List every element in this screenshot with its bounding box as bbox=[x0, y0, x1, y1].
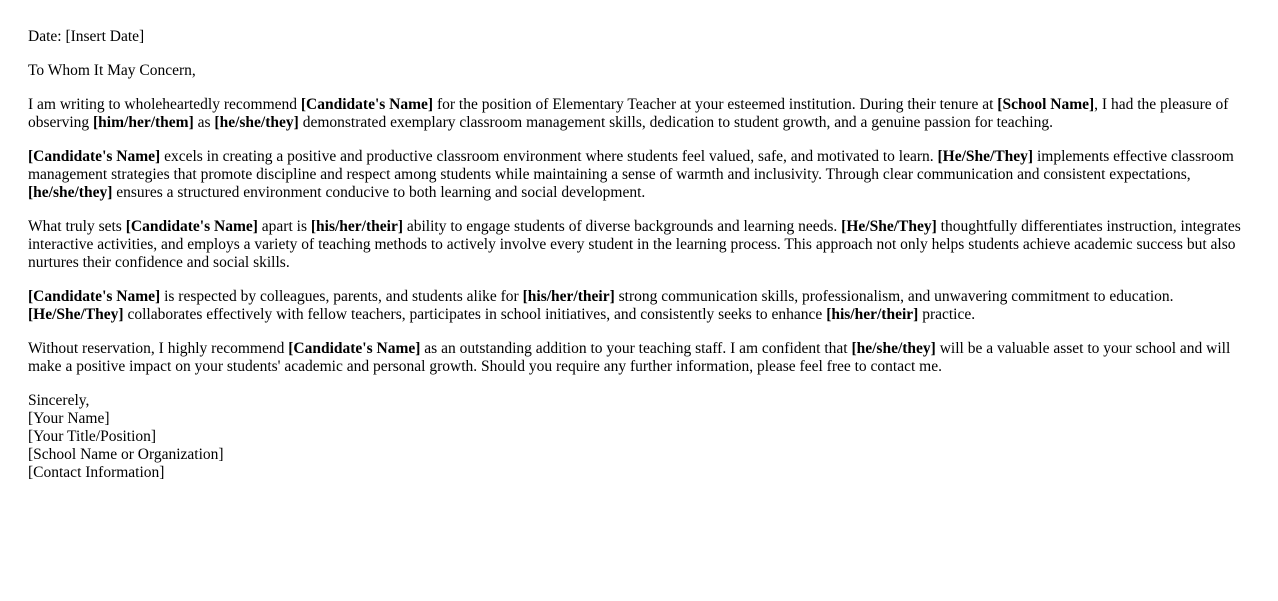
placeholder-field: [he/she/they] bbox=[851, 340, 936, 357]
body-text: excels in creating a positive and productive classroom environment where students feel valued, safe, and motivated to learn. bbox=[160, 148, 938, 165]
body-text: strong communication skills, professionalism, and unwavering commitment to education. bbox=[614, 288, 1174, 305]
body-paragraph-3 bbox=[28, 218, 1256, 272]
body-text: for the position of Elementary Teacher at your esteemed institution. During their tenure at bbox=[433, 96, 998, 113]
signer-title: [Your Title/Position] bbox=[28, 428, 157, 445]
body-text: ensures a structured environment conducive to both learning and social development. bbox=[112, 184, 646, 201]
placeholder-field: [He/She/They] bbox=[28, 306, 124, 323]
body-text: as an outstanding addition to your teaching staff. I am confident that bbox=[420, 340, 852, 357]
placeholder-field: [Candidate's Name] bbox=[300, 96, 434, 113]
placeholder-field: [School Name] bbox=[997, 96, 1095, 113]
body-text: practice. bbox=[918, 306, 976, 323]
body-paragraph-2 bbox=[28, 148, 1256, 202]
placeholder-field: [Candidate's Name] bbox=[125, 218, 258, 235]
signer-contact: [Contact Information] bbox=[28, 464, 165, 481]
body-text: collaborates effectively with fellow teachers, participates in school initiatives, and consistently seeks to enhance bbox=[123, 306, 827, 323]
date-line: Date: [Insert Date] bbox=[28, 28, 145, 45]
placeholder-field: [Candidate's Name] bbox=[28, 148, 161, 165]
body-paragraph-1 bbox=[28, 96, 1256, 132]
body-text: I am writing to wholeheartedly recommend bbox=[28, 96, 301, 113]
body-text: , I had the pleasure of observing bbox=[28, 96, 1229, 131]
placeholder-field: [his/her/their] bbox=[310, 218, 403, 235]
signature-block bbox=[28, 392, 1256, 482]
body-text: as bbox=[193, 114, 215, 131]
body-text: Without reservation, I highly recommend bbox=[28, 340, 289, 357]
body-text: ability to engage students of diverse backgrounds and learning needs. bbox=[402, 218, 842, 235]
body-text: demonstrated exemplary classroom management skills, dedication to student growth, and a genuine passion for teaching. bbox=[298, 114, 1053, 131]
valediction: Sincerely, bbox=[28, 392, 90, 409]
body-text: implements effective classroom management strategies that promote discipline and respect among students while maintaining a sense of warmth and inclusivity. Through clear communication and consistent expectations, bbox=[28, 148, 1234, 183]
placeholder-field: [Candidate's Name] bbox=[288, 340, 421, 357]
placeholder-field: [he/she/they] bbox=[28, 184, 113, 201]
body-text: will be a valuable asset to your school and will make a positive impact on your students' academic and personal growth. Should you require any further information, please feel free to contact me. bbox=[28, 340, 1231, 375]
placeholder-field: [his/her/their] bbox=[826, 306, 919, 323]
letter-body bbox=[28, 96, 1256, 376]
body-paragraph-4 bbox=[28, 288, 1256, 324]
recommendation-letter bbox=[28, 28, 1256, 482]
placeholder-field: [he/she/they] bbox=[214, 114, 299, 131]
body-text: thoughtfully differentiates instruction, integrates interactive activities, and employs a variety of teaching methods to actively involve every student in the learning process. This approach not only helps students achieve academic success but also nurtures their confidence and social skills. bbox=[28, 218, 1241, 271]
placeholder-field: [his/her/their] bbox=[522, 288, 615, 305]
placeholder-field: [him/her/them] bbox=[93, 114, 194, 131]
body-paragraph-5 bbox=[28, 340, 1256, 376]
salutation: To Whom It May Concern, bbox=[28, 62, 196, 79]
signer-name: [Your Name] bbox=[28, 410, 110, 427]
body-text: is respected by colleagues, parents, and students alike for bbox=[160, 288, 523, 305]
placeholder-field: [He/She/They] bbox=[937, 148, 1034, 165]
signer-organization: [School Name or Organization] bbox=[28, 446, 224, 463]
body-text: apart is bbox=[257, 218, 311, 235]
placeholder-field: [Candidate's Name] bbox=[28, 288, 161, 305]
placeholder-field: [He/She/They] bbox=[841, 218, 937, 235]
body-text: What truly sets bbox=[28, 218, 126, 235]
